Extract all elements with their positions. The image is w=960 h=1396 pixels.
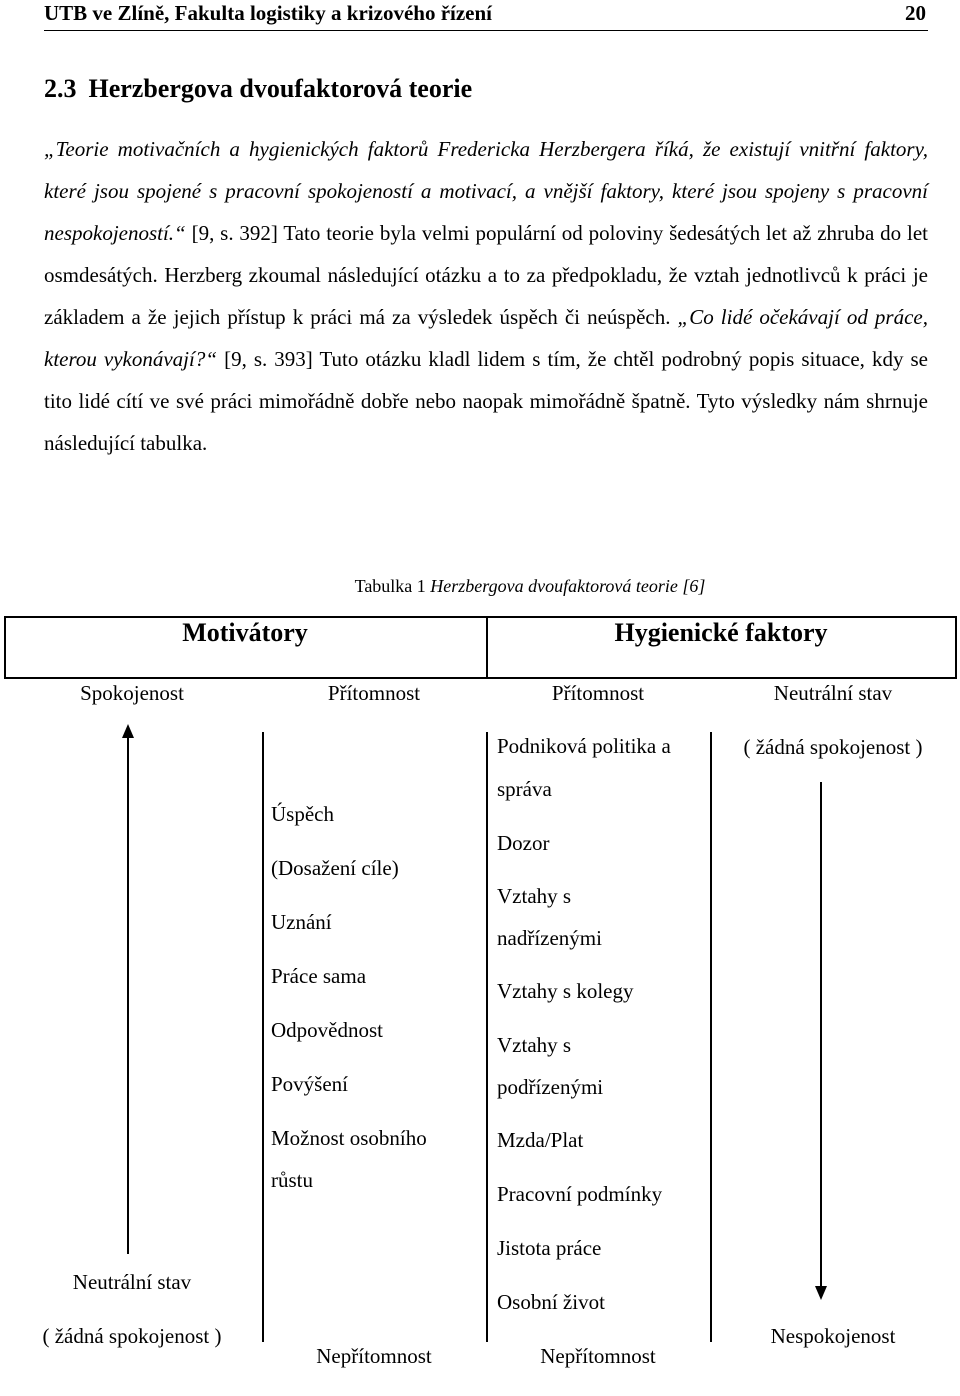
list-item: Jistota práce [497, 1236, 602, 1260]
motivators-heading: Motivátory [182, 618, 308, 647]
down-arrow-icon [811, 782, 831, 1300]
list-item: růstu [271, 1168, 313, 1192]
table-caption [0, 576, 960, 597]
quote-text: „Teorie motivačních a hygienických faktorů Fredericka Herzbergera říká, že existují vnitřní faktory, které jsou spojené s pracovní spokojeností a motivací, a vnější faktory, které jsou spojeny s pracovní nespokojeností.“ [44, 137, 928, 245]
col3-bottom-label: Nepřítomnost [540, 1344, 656, 1368]
page-header [44, 0, 928, 31]
body-paragraph [44, 128, 928, 464]
col1-bottom-label: Neutrální stav [72, 1270, 192, 1294]
col1-top-label: Spokojenost [80, 681, 184, 705]
list-item: Dozor [497, 831, 550, 855]
col2-bottom-label: Nepřítomnost [316, 1344, 432, 1368]
list-item: Úspěch [271, 802, 334, 826]
col3-top-label: Přítomnost [551, 681, 645, 705]
header-title: UTB ve Zlíně, Fakulta logistiky a krizového řízení [44, 1, 493, 25]
col2-top-label: Přítomnost [327, 681, 421, 705]
caption-title: Herzbergova dvoufaktorová teorie [6] [430, 576, 706, 596]
col4-sub-label: ( žádná spokojenost ) [743, 735, 923, 759]
up-arrow-icon [118, 724, 138, 1254]
quote-text: „Co lidé očekávají od práce, kterou vykonávají?“ [44, 305, 928, 371]
section-number: 2.3 [44, 74, 77, 103]
list-item: (Dosažení cíle) [271, 856, 399, 880]
list-item: Povýšení [271, 1072, 349, 1096]
col4-bottom-label: Nespokojenost [770, 1324, 896, 1348]
list-item: podřízenými [497, 1075, 604, 1099]
list-item: Mzda/Plat [497, 1128, 584, 1152]
list-item: Odpovědnost [271, 1018, 383, 1042]
table-border-left [4, 616, 6, 678]
column-divider [710, 732, 712, 1342]
column-divider [262, 732, 264, 1342]
table-head-bottom [4, 677, 957, 679]
hygiene-heading: Hygienické faktory [614, 618, 828, 647]
section-title: Herzbergova dvoufaktorová teorie [88, 74, 473, 103]
paragraph-text: [9, s. 393] Tuto otázku kladl lidem s tím, že chtěl podrobný popis situace, kdy se tito lidé cítí ve své práci mimořádně dobře nebo naopak mimořádně špatně. Tyto výsledky nám shrnuje následující tabulka. [44, 347, 928, 455]
list-item: Vztahy s [497, 1033, 572, 1057]
table-border-right [955, 616, 957, 678]
column-divider [486, 732, 488, 1342]
caption-label: Tabulka 1 [354, 576, 431, 596]
col1-bottom-sub-label: ( žádná spokojenost ) [42, 1324, 222, 1348]
list-item: Vztahy s [497, 884, 572, 908]
list-item: Pracovní podmínky [497, 1182, 663, 1206]
list-item: Vztahy s kolegy [497, 979, 634, 1003]
list-item: Osobní život [497, 1290, 605, 1314]
list-item: nadřízenými [497, 926, 602, 950]
section-heading [44, 74, 472, 104]
col4-top-label: Neutrální stav [773, 681, 893, 705]
paragraph-text: [9, s. 392] Tato teorie byla velmi populární od poloviny šedesátých let až zhruba do let osmdesátých. Herzberg zkoumal následující otázku a to za předpokladu, že vztah jednotlivců k práci je základem a že jejich přístup k práci má za výsledek úspěch či neúspěch. [44, 221, 928, 329]
table-head-divider [486, 616, 488, 678]
list-item: Uznání [271, 910, 332, 934]
list-item: Možnost osobního [271, 1126, 427, 1150]
page-number: 20 [905, 1, 926, 25]
list-item: správa [497, 777, 552, 801]
table-border-top [4, 616, 957, 618]
list-item: Práce sama [271, 964, 367, 988]
list-item: Podniková politika a [497, 734, 671, 758]
